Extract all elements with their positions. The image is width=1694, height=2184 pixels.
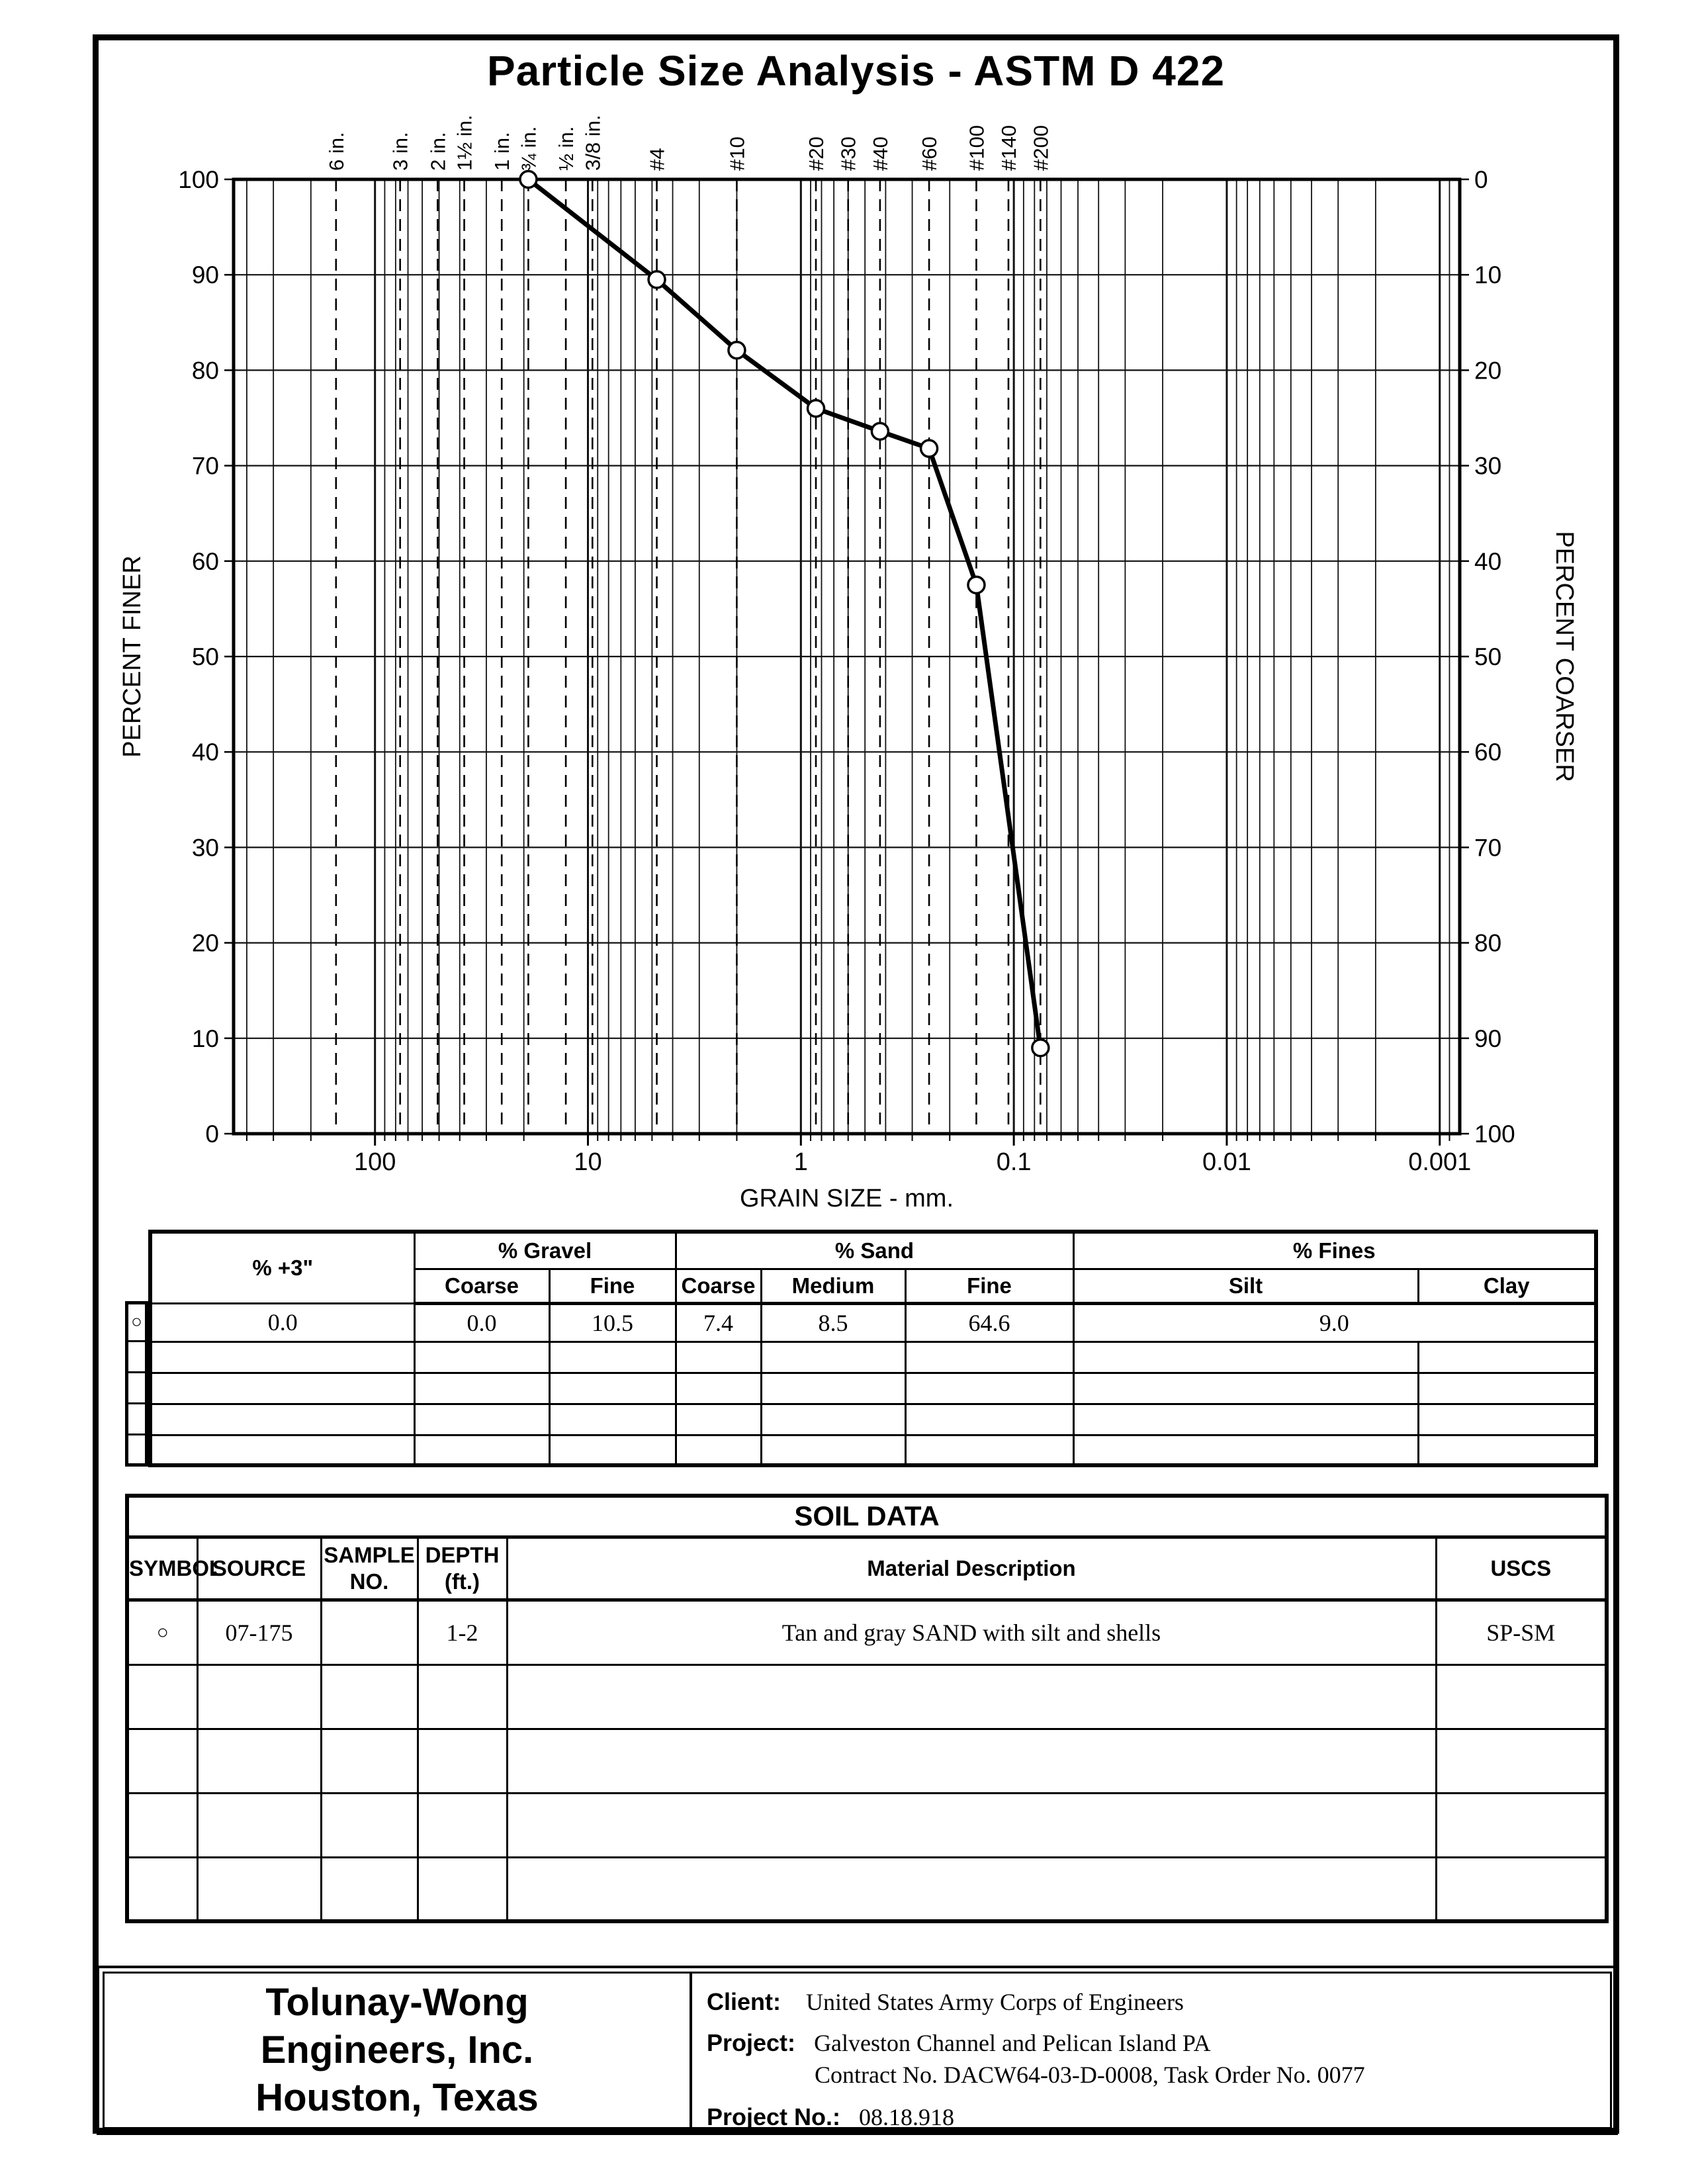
contract-row [815, 2061, 1365, 2089]
clay-header: Clay [1418, 1269, 1596, 1303]
fraction-empty-row [150, 1373, 1596, 1404]
sample-header-line1: SAMPLE [324, 1542, 415, 1567]
soil-data-row [127, 1600, 1607, 1664]
gravel-coarse-value: 0.0 [414, 1303, 549, 1342]
empty-cell [127, 1373, 147, 1404]
fraction-group-header-row [150, 1232, 1596, 1269]
svg-text:50: 50 [191, 643, 219, 670]
material-col-header: Material Description [507, 1537, 1436, 1600]
sand-coarse-value: 7.4 [676, 1303, 761, 1342]
svg-text:40: 40 [1474, 547, 1502, 575]
col-plus3-header: % +3" [150, 1232, 414, 1303]
svg-text:0.01: 0.01 [1202, 1148, 1251, 1176]
svg-text:3 in.: 3 in. [388, 132, 412, 171]
data-point [1032, 1040, 1049, 1056]
company-name-line2: Engineers, Inc. [260, 2028, 534, 2071]
title-block-inner [103, 1972, 1612, 2129]
gravel-coarse-header: Coarse [414, 1269, 549, 1303]
svg-text:60: 60 [1474, 739, 1502, 766]
project-info-block [692, 1974, 1610, 2130]
svg-text:0.1: 0.1 [996, 1148, 1032, 1176]
group-fines-header: % Fines [1073, 1232, 1596, 1269]
fraction-data-row [150, 1303, 1596, 1342]
gravel-fine-value: 10.5 [549, 1303, 676, 1342]
svg-text:#20: #20 [805, 136, 828, 171]
project-value-line2: Contract No. DACW64-03-D-0008, Task Order No. 0077 [815, 2062, 1365, 2088]
svg-text:½ in.: ½ in. [555, 126, 578, 171]
depth-header-line1: DEPTH [425, 1542, 500, 1567]
svg-text:1 in.: 1 in. [490, 132, 514, 171]
group-sand-header: % Sand [676, 1232, 1073, 1269]
company-block [105, 1974, 692, 2127]
svg-text:#140: #140 [997, 125, 1020, 171]
soil-empty-row [127, 1793, 1607, 1857]
client-value: United States Army Corps of Engineers [806, 1989, 1184, 2015]
symbol-col-header: SYMBOL [127, 1537, 197, 1600]
sand-coarse-header: Coarse [676, 1269, 761, 1303]
svg-text:2 in.: 2 in. [426, 132, 450, 171]
svg-text:1: 1 [793, 1148, 808, 1176]
sand-medium-value: 8.5 [761, 1303, 905, 1342]
svg-text:90: 90 [1474, 1024, 1502, 1052]
empty-cell [127, 1435, 147, 1465]
y-axis-left-labels [178, 166, 219, 1148]
svg-text:#100: #100 [965, 125, 989, 171]
fraction-symbol-strip [125, 1301, 148, 1467]
svg-text:10: 10 [574, 1148, 602, 1176]
source-col-header: SOURCE [197, 1537, 321, 1600]
svg-text:6 in.: 6 in. [324, 132, 348, 171]
svg-text:20: 20 [191, 929, 219, 957]
data-point [648, 271, 665, 288]
data-point [921, 440, 938, 457]
svg-text:PERCENT FINER: PERCENT FINER [118, 555, 146, 758]
svg-text:#60: #60 [918, 136, 942, 171]
svg-text:70: 70 [1474, 834, 1502, 862]
client-label: Client: [707, 1988, 781, 2015]
soil-empty-row [127, 1729, 1607, 1793]
svg-text:PERCENT COARSER: PERCENT COARSER [1550, 531, 1578, 782]
soil-uscs: SP-SM [1436, 1600, 1607, 1664]
sieve-lines [325, 115, 1053, 1134]
data-point [968, 576, 985, 593]
gravel-fine-header: Fine [549, 1269, 676, 1303]
svg-text:20: 20 [1474, 357, 1502, 385]
gradation-curve [528, 179, 1040, 1048]
page-title: Particle Size Analysis - ASTM D 422 [486, 47, 1226, 95]
svg-text:1½ in.: 1½ in. [453, 114, 476, 171]
project-row [707, 2029, 1211, 2057]
svg-text:10: 10 [191, 1024, 219, 1052]
soil-data-title-row [127, 1496, 1607, 1537]
svg-text:0: 0 [205, 1120, 219, 1148]
soil-source: 07-175 [197, 1600, 321, 1664]
svg-text:0.001: 0.001 [1408, 1148, 1472, 1176]
svg-text:10: 10 [1474, 261, 1502, 289]
sample-header-line2: NO. [349, 1569, 389, 1594]
svg-text:50: 50 [1474, 643, 1502, 670]
fraction-table [148, 1230, 1598, 1467]
plus3-value: 0.0 [150, 1303, 414, 1342]
x-axis-ticks [247, 1134, 1450, 1146]
svg-text:#10: #10 [725, 136, 749, 171]
soil-data-table [125, 1494, 1609, 1923]
project-label: Project: [707, 2029, 796, 2056]
percent-gridlines [224, 179, 1469, 1134]
empty-cell [127, 1342, 147, 1373]
y-axis-right-labels [1474, 166, 1515, 1148]
sand-medium-header: Medium [761, 1269, 905, 1303]
empty-cell [127, 1404, 147, 1435]
soil-symbol: ○ [127, 1600, 197, 1664]
svg-text:60: 60 [191, 547, 219, 575]
svg-text:100: 100 [1474, 1120, 1515, 1148]
svg-text:100: 100 [178, 166, 219, 193]
fraction-empty-row [150, 1435, 1596, 1465]
soil-empty-row [127, 1664, 1607, 1729]
svg-text:70: 70 [191, 452, 219, 480]
svg-text:GRAIN SIZE - mm.: GRAIN SIZE - mm. [740, 1185, 954, 1212]
data-point [729, 342, 745, 359]
svg-text:40: 40 [191, 739, 219, 766]
sand-fine-header: Fine [905, 1269, 1073, 1303]
soil-sample-no [321, 1600, 418, 1664]
svg-text:80: 80 [1474, 929, 1502, 957]
soil-empty-row [127, 1857, 1607, 1921]
svg-text:#200: #200 [1029, 125, 1053, 171]
data-point [808, 400, 825, 417]
company-name-line1: Tolunay-Wong [265, 1981, 529, 2024]
project-no-label: Project No.: [707, 2103, 841, 2130]
project-no-row [707, 2103, 954, 2131]
sample-no-col-header [321, 1537, 418, 1600]
group-gravel-header: % Gravel [414, 1232, 676, 1269]
data-point-markers [520, 171, 1049, 1056]
soil-depth: 1-2 [418, 1600, 507, 1664]
svg-text:#4: #4 [645, 148, 669, 171]
svg-text:¾ in.: ¾ in. [517, 126, 541, 171]
soil-data-header-row [127, 1537, 1607, 1600]
title-block [97, 1966, 1618, 2135]
svg-text:#30: #30 [836, 136, 860, 171]
series-symbol: ○ [127, 1303, 147, 1342]
svg-text:0: 0 [1474, 166, 1488, 193]
data-point [871, 423, 888, 439]
project-value-line1: Galveston Channel and Pelican Island PA [814, 2030, 1211, 2056]
svg-text:3/8 in.: 3/8 in. [581, 114, 605, 171]
soil-data-title: SOIL DATA [127, 1496, 1607, 1537]
svg-text:100: 100 [353, 1148, 396, 1176]
company-location: Houston, Texas [255, 2076, 539, 2119]
svg-text:90: 90 [191, 261, 219, 289]
project-no-value: 08.18.918 [859, 2104, 955, 2130]
fines-value: 9.0 [1073, 1303, 1596, 1342]
sand-fine-value: 64.6 [905, 1303, 1073, 1342]
depth-header-line2: (ft.) [444, 1569, 480, 1594]
svg-text:30: 30 [1474, 452, 1502, 480]
client-row [707, 1988, 1184, 2016]
uscs-col-header: USCS [1436, 1537, 1607, 1600]
x-axis-labels [354, 1148, 1471, 1176]
fraction-empty-row [150, 1342, 1596, 1373]
soil-material-description: Tan and gray SAND with silt and shells [507, 1600, 1436, 1664]
svg-text:80: 80 [191, 357, 219, 385]
svg-text:30: 30 [191, 834, 219, 862]
data-point [520, 171, 537, 188]
depth-col-header [418, 1537, 507, 1600]
svg-text:#40: #40 [868, 136, 892, 171]
silt-header: Silt [1073, 1269, 1418, 1303]
fraction-empty-row [150, 1404, 1596, 1435]
